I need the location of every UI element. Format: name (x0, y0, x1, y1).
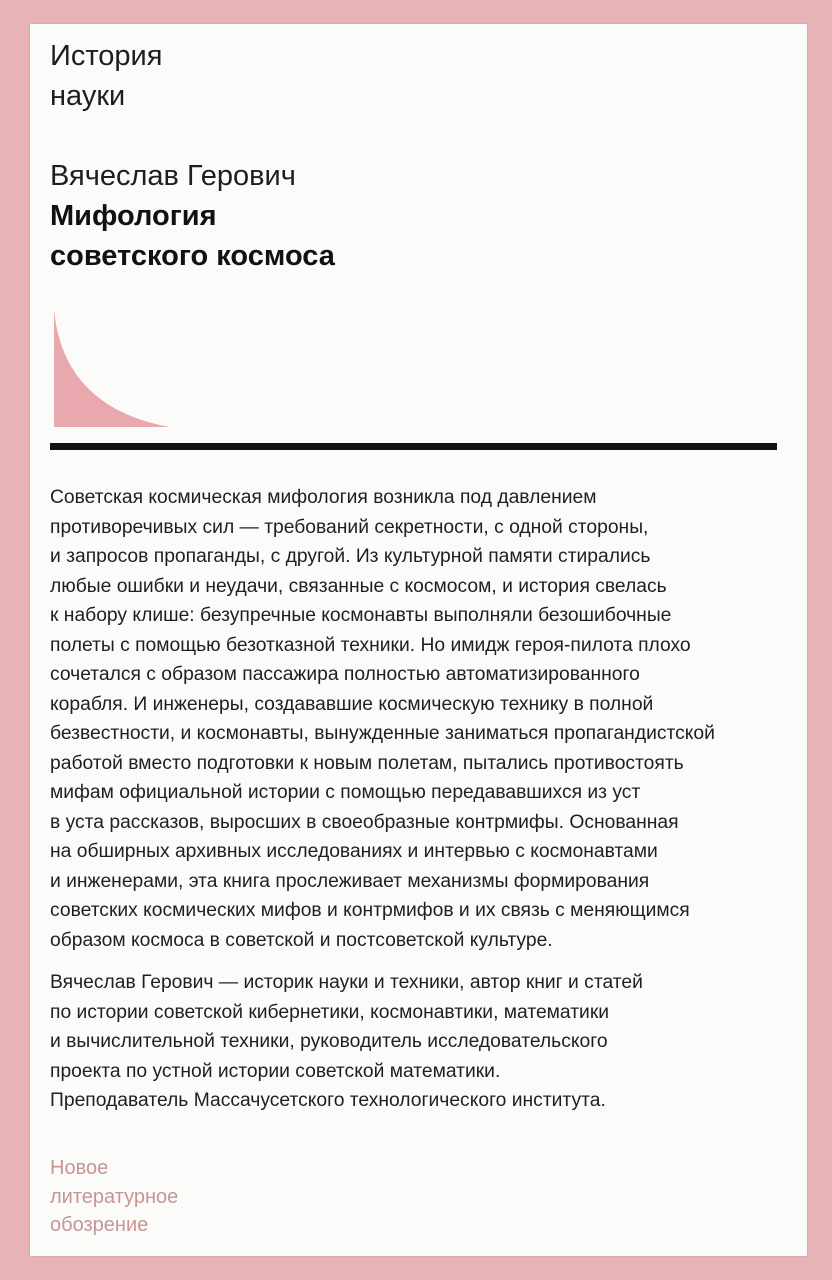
pink-triangle-graphic (52, 307, 172, 429)
publisher-name: Новое литературное обозрение (50, 1157, 179, 1236)
author-bio: Вячеслав Герович — историк науки и техники, автор книг и статей по истории советской кибернетики, космонавтики, математики и вычислительной техники, руководитель исследовательского проекта по устной истории советской математики. Преподаватель Массачусетского технологического института. (50, 972, 643, 1111)
author-name: Вячеслав Герович (50, 160, 296, 192)
cover-panel (30, 24, 807, 1256)
series-title: История науки (50, 40, 163, 112)
triangle-shape (54, 309, 170, 427)
divider-rule (50, 443, 777, 450)
book-title: Мифология советского космоса (50, 200, 335, 272)
book-description: Советская космическая мифология возникла под давлением противоречивых сил — требований секретности, с одной стороны, и запросов пропаганды, с другой. Из культурной памяти стирались любые ошибки и неудачи, связанные с космосом, и история свелась к набору клише: безупречные космонавты выполняли безошибочные полеты с помощью безотказной техники. Но имидж героя-пилота плохо сочетался с образом пассажира полностью автоматизированного корабля. И инженеры, создававшие космическую технику в полной безвестности, и космонавты, вынужденные заниматься пропагандистской работой вместо подготовки к новым полетам, пытались противостоять мифам официальной истории с помощью передававшихся из уст в уста рассказов, выросших в своеобразные контрмифы. Основанная на обширных архивных исследованиях и интервью с космонавтами и инженерами, эта книга прослеживает механизмы формирования советских космических мифов и контрмифов и их связь с меняющимся образом космоса в советской и постсоветской культуре. (50, 487, 715, 951)
